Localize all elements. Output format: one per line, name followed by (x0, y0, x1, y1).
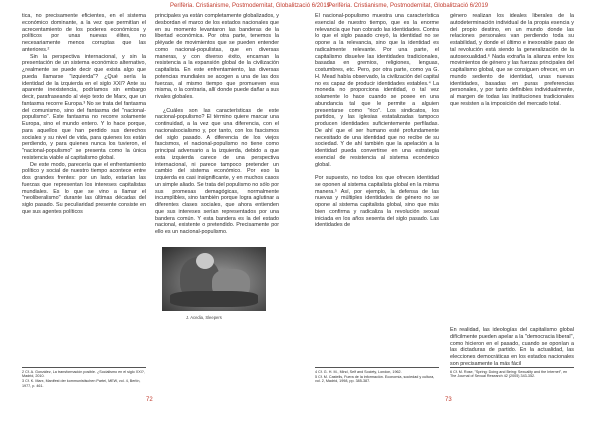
footnote: 3 Cf. K. Marx, Manifest der kommunistischen Partei, MEW, vol. 4, Berlín, 1977, p. 461. (22, 379, 141, 388)
figure-caption: J. Acedia, Sleepers (186, 315, 222, 320)
right-column-2 (450, 13, 574, 108)
paragraph: El nacional-populismo muestra una característica esencial de nuestro tiempo, que es la enorme relevancia que han cobrado las identidades. Contra lo que el siglo pasado creyó, la identidad no se opone a la relevancia, sino que la identidad es radicalmente relevante. Por una parte, el capitalismo disuelve las identidades tradicionales, basadas en gremios, religiones, lenguas, costumbres, etc. Pero, por otra parte, como ya G. H. Mead había observado, la civilización del capital no es capaz de producir identidades estables.⁴ La moneda no proporciona identidad, o tal vez solamente lo hace cuando se posee en una abundancia tal que le permite a alguien presentarse como "rico". Los sindicatos, los partidos, y las iglesias estatalizadas tampoco producen identidades suficientemente perfiladas. De ahí que el ser humano esté profundamente necesitado de una identidad que no recibe de su sociedad. Y de ahí también que la apelación a la identidad pueda convertirse en una estrategia esencial de resistencia al sistema económico global. (315, 13, 439, 168)
page-number: 73 (445, 397, 452, 403)
right-column-1 (315, 13, 439, 229)
right-column-2-continued (450, 327, 574, 368)
footnotes (450, 367, 574, 379)
footnotes (315, 367, 439, 384)
footnote: 4 Cf. G. H. M., Mind, Self and Society, London, 1962. (315, 369, 402, 374)
artwork-image (162, 247, 266, 311)
left-column-1 (22, 13, 146, 216)
paragraph: Por supuesto, no todos los que ofrecen identidad se oponen al sistema capitalista global en la misma manera.⁵ Así, por ejemplo, la defensa de las nuevas y múltiples identidades de género no se opone al sistema capitalista global, sino que más bien confirma y radicaliza la revolución sexual iniciada en los años sesenta del siglo pasado. Las identidades de (315, 175, 439, 229)
footnote: 6 Cf. M. Rose, "Spring: Doing and Being: Sexuality and the Internet", en The Journal of Sexual Research 42 (2005) 343-352. (450, 369, 568, 378)
running-header: Perifèria. Cristianisme, Postmodernitat, Globalització 6/2019 (328, 3, 489, 9)
footnotes (22, 367, 146, 389)
paragraph: tica, no precisamente eficientes, en el sistema económico dominante, a la vez que permitían el acrecentamiento de los poderes económicos y políticos por unas nuevas élites, no necesariamente menos corruptas que las anteriores.² (22, 13, 146, 53)
footnote: 5 Cf. M. Castells, Fuera de la información. Economía, sociedad y cultura, vol. 2, Madrid, 1998, pp. 385-387. (315, 374, 435, 383)
footnote: 2 Cf. A. González, La transformación posible. ¿Socialismo en el siglo XXI?, Madrid, 2010. (22, 369, 145, 378)
paragraph: De este modo, parecería que el enfrentamiento político y social de nuestro tiempo acontece entre dos grandes frentes: por un lado, estarían las fuerzas que representan los intereses capitalistas mundiales. Es lo que se vino a llamar el "neoliberalismo" durante las últimas décadas del siglo pasado. Su peculiaridad presente consiste en que sus agentes políticos (22, 161, 146, 215)
paragraph: ¿Cuáles son las características de este nacional-populismo? El término quiere marcar una continuidad, a la vez que una diferencia, con el nacionalsocialismo y, por tanto, con los fascismos del siglo pasado. A diferencia de los viejos fascismos, el nacional-populismo no tiene como principal adversario a la izquierda, debido a que esta izquierda carece de una perspectiva internacional, ni parece tampoco pretender un cambio del sistema económico. Por eso la izquierda es casi insignificante, y en muchos casos un simple aliado. Se trata del populismo no sólo por sus promesas demagógicas, normalmente incumplibles, sino también porque logra aglutinar a diferentes clases sociales, que ahora entienden que sus intereses serían representados por una bandera común. Y esta bandera es la del estado nacional, existente o pretendido. Precisamente por ello es un nacional-populismo. (155, 107, 279, 235)
right-page (300, 0, 600, 424)
paragraph: principales ya están completamente globalizados, y desbordan el marco de los estados nacionales que en su momento levantaron las banderas de la libertad económica. Por otra parte, tenemos la pléyade de movimientos que se pueden entender como nacional-populistas, que en diversas maneras, y con diverso éxito, encarnan la resistencia a la expansión global de la civilización capitalista. En este enfrentamiento, las diversas potencias mundiales se acogen a una de las dos fuerzas, al mismo tiempo que promueven esa misma, o la contraria, allí donde puede dañar a sus rivales globales. (155, 13, 279, 100)
paragraph: género realizan los ideales liberales de la autodeterminación individual de la propia esencia y del propio destino, en un mundo donde las relaciones personales van perdiendo toda su estabilidad, y donde el último e inexorable paso de tal revolución está siendo la generalización de la autosexualidad.⁶ Nada extraña la alianza entre los movimientos de género y las fuerzas principales del capitalismo global, que se consiguen ofrecer, en un mundo sediento de identidad, unas nuevas identidades, basadas en puras preferencias personales, y por tanto definibles individualmente, al margen de todas las instituciones tradicionales que resisten a la imposición del mercado total. (450, 13, 574, 107)
page-number: 72 (146, 397, 153, 403)
paragraph: En realidad, las ideologías del capitalismo global difícilmente pueden apelar a la "democracia liberal", como hicieron en el pasado, cuando se oponían a las dictaduras de partido. En la actualidad, las elecciones democráticas en los estados nacionales son precisamente la más fácil (450, 327, 574, 367)
paragraph: Sin la perspectiva internacional, y sin la presentación de un sistema económico alternativo, ¿realmente se puede decir que exista algo que pueda llamarse "izquierda"? ¿Qué sería la identidad de la izquierda en el siglo XXI? Ante su aparente inexistencia, podríamos sin embargo decir, parafraseando al viejo texto de Marx, que un fantasma recorre Europa.³ No se trata del fantasma del comunismo, sino del fantasma del "nacional-populismo". Este fantasma no recorre solamente Europa, sino el mundo entero. Y lo hace porque, para aquellos que han perdido sus derechos sociales y su nivel de vida, para quienes los están perdiendo, y para quienes nunca los tuvieron, el "nacional-populismo" se presenta como la única resistencia viable al capitalismo global. (22, 53, 146, 161)
running-header: Perifèria. Cristianisme, Postmodernitat, Globalització 6/2019 (170, 3, 331, 9)
left-column-2 (155, 13, 279, 236)
